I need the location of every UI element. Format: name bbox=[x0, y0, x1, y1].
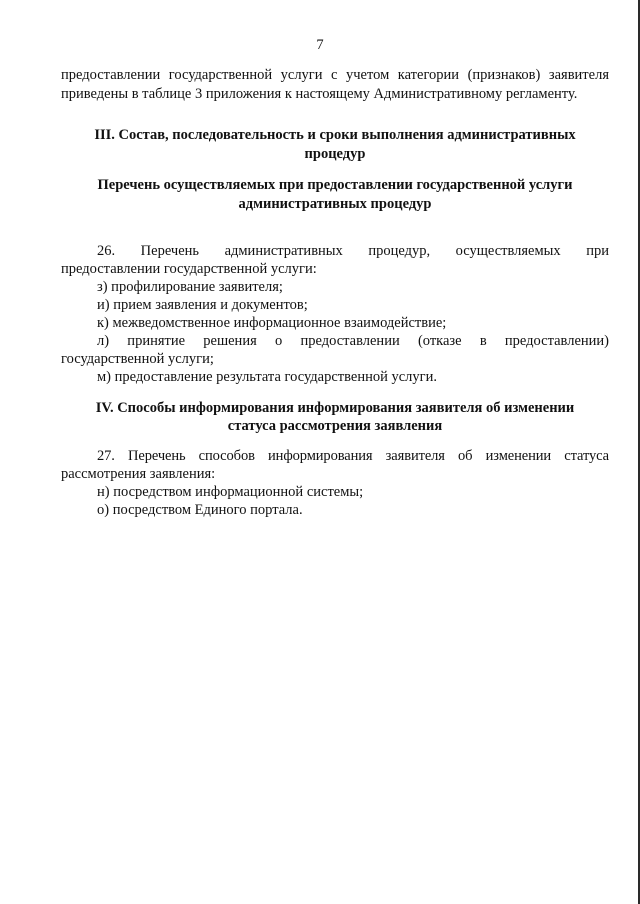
list-item-z: з) профилирование заявителя; bbox=[97, 279, 283, 295]
section-4-heading-line-2: статуса рассмотрения заявления bbox=[227, 418, 443, 434]
paragraph-27-line-2: рассмотрения заявления: bbox=[61, 466, 216, 482]
paragraph-26-line-2: предоставлении государственной услуги: bbox=[61, 261, 317, 277]
page-number: 7 bbox=[316, 37, 324, 53]
intro-line-2: приведены в таблице 3 приложения к настоящему Административному регламенту. bbox=[61, 86, 578, 102]
section-3-heading-line-2: процедур bbox=[304, 146, 366, 162]
intro-line-1: предоставлении государственной услуги с учетом категории (признаков) заявителя bbox=[61, 67, 609, 83]
paragraph-27-line-1: 27. Перечень способов информирования заявителя об изменении статуса bbox=[97, 448, 609, 464]
section-3-subheading-line-1: Перечень осуществляемых при предоставлении государственной услуги bbox=[97, 177, 573, 193]
list-item-k: к) межведомственное информационное взаимодействие; bbox=[97, 315, 447, 331]
list-item-o: о) посредством Единого портала. bbox=[97, 502, 303, 518]
section-3-heading-line-1: III. Состав, последовательность и сроки выполнения административных bbox=[94, 127, 576, 143]
section-4-heading-line-1: IV. Способы информирования информирования заявителя об изменении bbox=[95, 400, 575, 416]
list-item-l-line-2: государственной услуги; bbox=[61, 351, 214, 367]
list-item-i: и) прием заявления и документов; bbox=[97, 297, 308, 313]
list-item-m: м) предоставление результата государственной услуги. bbox=[97, 369, 437, 385]
list-item-n: н) посредством информационной системы; bbox=[97, 484, 364, 500]
section-3-subheading-line-2: административных процедур bbox=[238, 196, 432, 212]
paragraph-26-line-1: 26. Перечень административных процедур, осуществляемых при bbox=[97, 243, 609, 259]
list-item-l-line-1: л) принятие решения о предоставлении (отказе в предоставлении) bbox=[97, 333, 609, 349]
